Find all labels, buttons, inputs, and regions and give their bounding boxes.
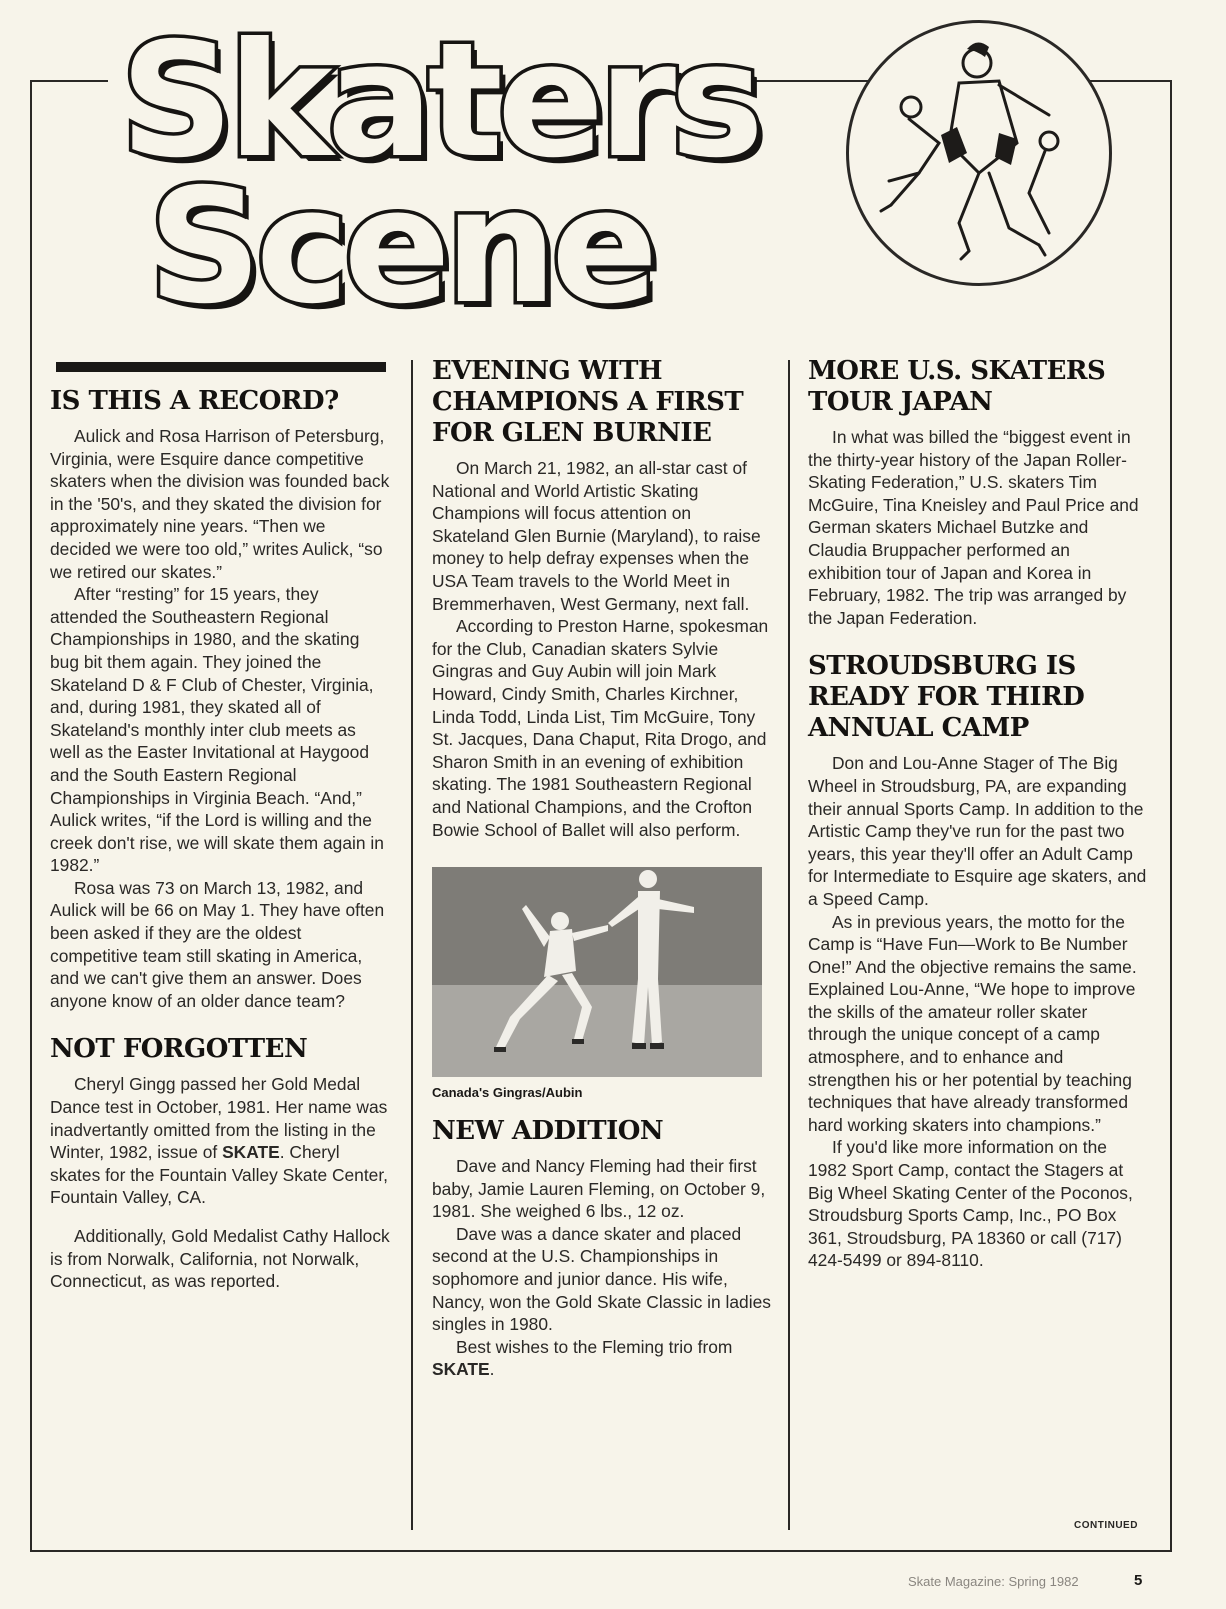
paragraph: Additionally, Gold Medalist Cathy Hallock is from Norwalk, California, not Norwalk, Connecticut, as was reported. <box>50 1226 390 1292</box>
paragraph: As in previous years, the motto for the Camp is “Have Fun—Work to Be Number One!” And the objective remains the same. Explained Lou-Anne, “We hope to improve the skills of the amateur roller skater through the unique concept of a camp atmosphere, and to enhance and strengthen his or her potential by teaching techniques that have already transformed hard working skaters into champions.” <box>808 911 1137 1135</box>
column-2 <box>432 356 772 1381</box>
headline-stroudsburg: STROUDSBURG IS READY FOR THIRD ANNUAL CAMP <box>808 651 1085 744</box>
column-1 <box>50 356 390 1293</box>
paragraph-text: . Cheryl skates for the Fountain Valley Skate Center, Fountain Valley, CA. <box>50 1142 389 1208</box>
photo-caption: Canada's Gingras/Aubin <box>432 1085 583 1101</box>
skate-name: SKATE <box>432 1359 490 1380</box>
paragraph <box>50 1073 390 1209</box>
pair-skaters-photo-icon <box>432 867 762 1077</box>
headline-new-addition: NEW ADDITION <box>432 1116 664 1147</box>
heavy-rule <box>56 362 386 372</box>
paragraph: In what was billed the “biggest event in the thirty-year history of the Japan Roller-Skating Federation,” U.S. skaters Tim McGuire, Tina Kneisley and Paul Price and German skaters Michael Butzke and Claudia Bruppacher performed an exhibition tour of Japan and Korea in February, 1982. The trip was arranged by the Japan Federation. <box>808 427 1139 628</box>
paragraph: If you'd like more information on the 1982 Sport Camp, contact the Stagers at Big Wheel Skating Center of the Poconos, Stroudsburg Sports Camp, Inc., PO Box 361, Stroudsburg, PA 18360 or call (717) 424-5499 or 894-8110. <box>808 1137 1133 1271</box>
headline-evening-with-champions: EVENING WITH CHAMPIONS A FIRST FOR GLEN BURNIE <box>432 356 744 448</box>
headline-record: IS THIS A RECORD? <box>50 386 339 416</box>
skaters-photo <box>432 867 762 1077</box>
masthead-word-scene: Scene <box>148 155 653 339</box>
column-3 <box>808 356 1148 1272</box>
paragraph <box>432 1336 772 1381</box>
paragraph-text: . <box>489 1359 495 1380</box>
column-divider-2 <box>788 360 790 1530</box>
headline-not-forgotten: NOT FORGOTTEN <box>50 1034 308 1065</box>
page-number: 5 <box>1134 1572 1143 1589</box>
skaters-illustration <box>846 20 1112 286</box>
spacer <box>808 629 1148 651</box>
paragraph: Don and Lou-Anne Stager of The Big Wheel in Stroudsburg, PA, are expanding their annual Sports Camp. In addition to the Artistic Camp they've run for the past two years, this year they'll offer an Adult Camp for Intermediate to Esquire age skaters, and a Speed Camp. <box>808 753 1147 909</box>
paragraph-text: Best wishes to the Fleming trio from <box>456 1336 733 1357</box>
paragraph: On March 21, 1982, an all-star cast of National and World Artistic Skating Champions will focus attention on Skateland Glen Burnie (Maryland), to raise money to help defray expenses when the USA Team travels to the World Meet in Bremmerhaven, West Germany, next fall. <box>432 458 761 614</box>
spacer <box>50 1012 390 1034</box>
masthead-logo <box>108 9 759 339</box>
page-footer: Skate Magazine: Spring 1982 <box>908 1574 1079 1589</box>
column-divider-1 <box>411 360 413 1530</box>
skate-name: SKATE <box>222 1142 280 1163</box>
headline-tour-japan: MORE U.S. SKATERS TOUR JAPAN <box>808 356 1106 417</box>
paragraph-text: Cheryl Gingg passed her Gold Medal Dance test in October, 1981. Her name was inadvertantly omitted from the listing in the Winter, 1982, issue of <box>50 1074 388 1163</box>
paragraph: Dave and Nancy Fleming had their first baby, Jamie Lauren Fleming, on October 9, 1981. She weighed 6 lbs., 12 oz. <box>432 1156 766 1222</box>
paragraph: Rosa was 73 on March 13, 1982, and Aulick will be 66 on May 1. They have often been asked if they are the oldest competitive team still skating in America, and we can't give them an answer. Does anyone know of an older dance team? <box>50 877 385 1011</box>
paragraph: Dave was a dance skater and placed second at the U.S. Championships in sophomore and junior dance. His wife, Nancy, won the Gold Skate Classic in ladies singles in 1980. <box>432 1223 771 1335</box>
masthead-word-skaters: Skaters <box>120 9 759 193</box>
paragraph: Aulick and Rosa Harrison of Petersburg, Virginia, were Esquire dance competitive skaters when the division was founded back in the '50's, and they skated the division for approximately nine years. “Then we decided we were too old,” writes Aulick, “so we retired our skates.” <box>50 426 390 582</box>
paragraph: After “resting” for 15 years, they attended the Southeastern Regional Championships in 1980, and the skating bug bit them again. They joined the Skateland D & F Club of Chester, Virginia, and, during 1981, they skated all of Skateland's monthly inter club meets as well as the Easter Invitational at Haygood and the South Eastern Regional Championships in Virginia Beach. “And,” Aulick writes, “if the Lord is willing and the creek don't rise, we will skate them again in 1982.” <box>50 584 384 876</box>
continued-label: CONTINUED <box>1074 1520 1138 1531</box>
spacer <box>50 1209 390 1225</box>
skaters-drawing-icon <box>849 23 1109 283</box>
paragraph: According to Preston Harne, spokesman for the Club, Canadian skaters Sylvie Gingras and Guy Aubin will join Mark Howard, Cindy Smith, Charles Kirchner, Linda Todd, Linda List, Tim McGuire, Tony St. Jacques, Dana Chaput, Rita Drogo, and Sharon Smith in an evening of exhibition skating. The 1981 Southeastern Regional and National Champions, and the Crofton Bowie School of Ballet will also perform. <box>432 616 769 840</box>
